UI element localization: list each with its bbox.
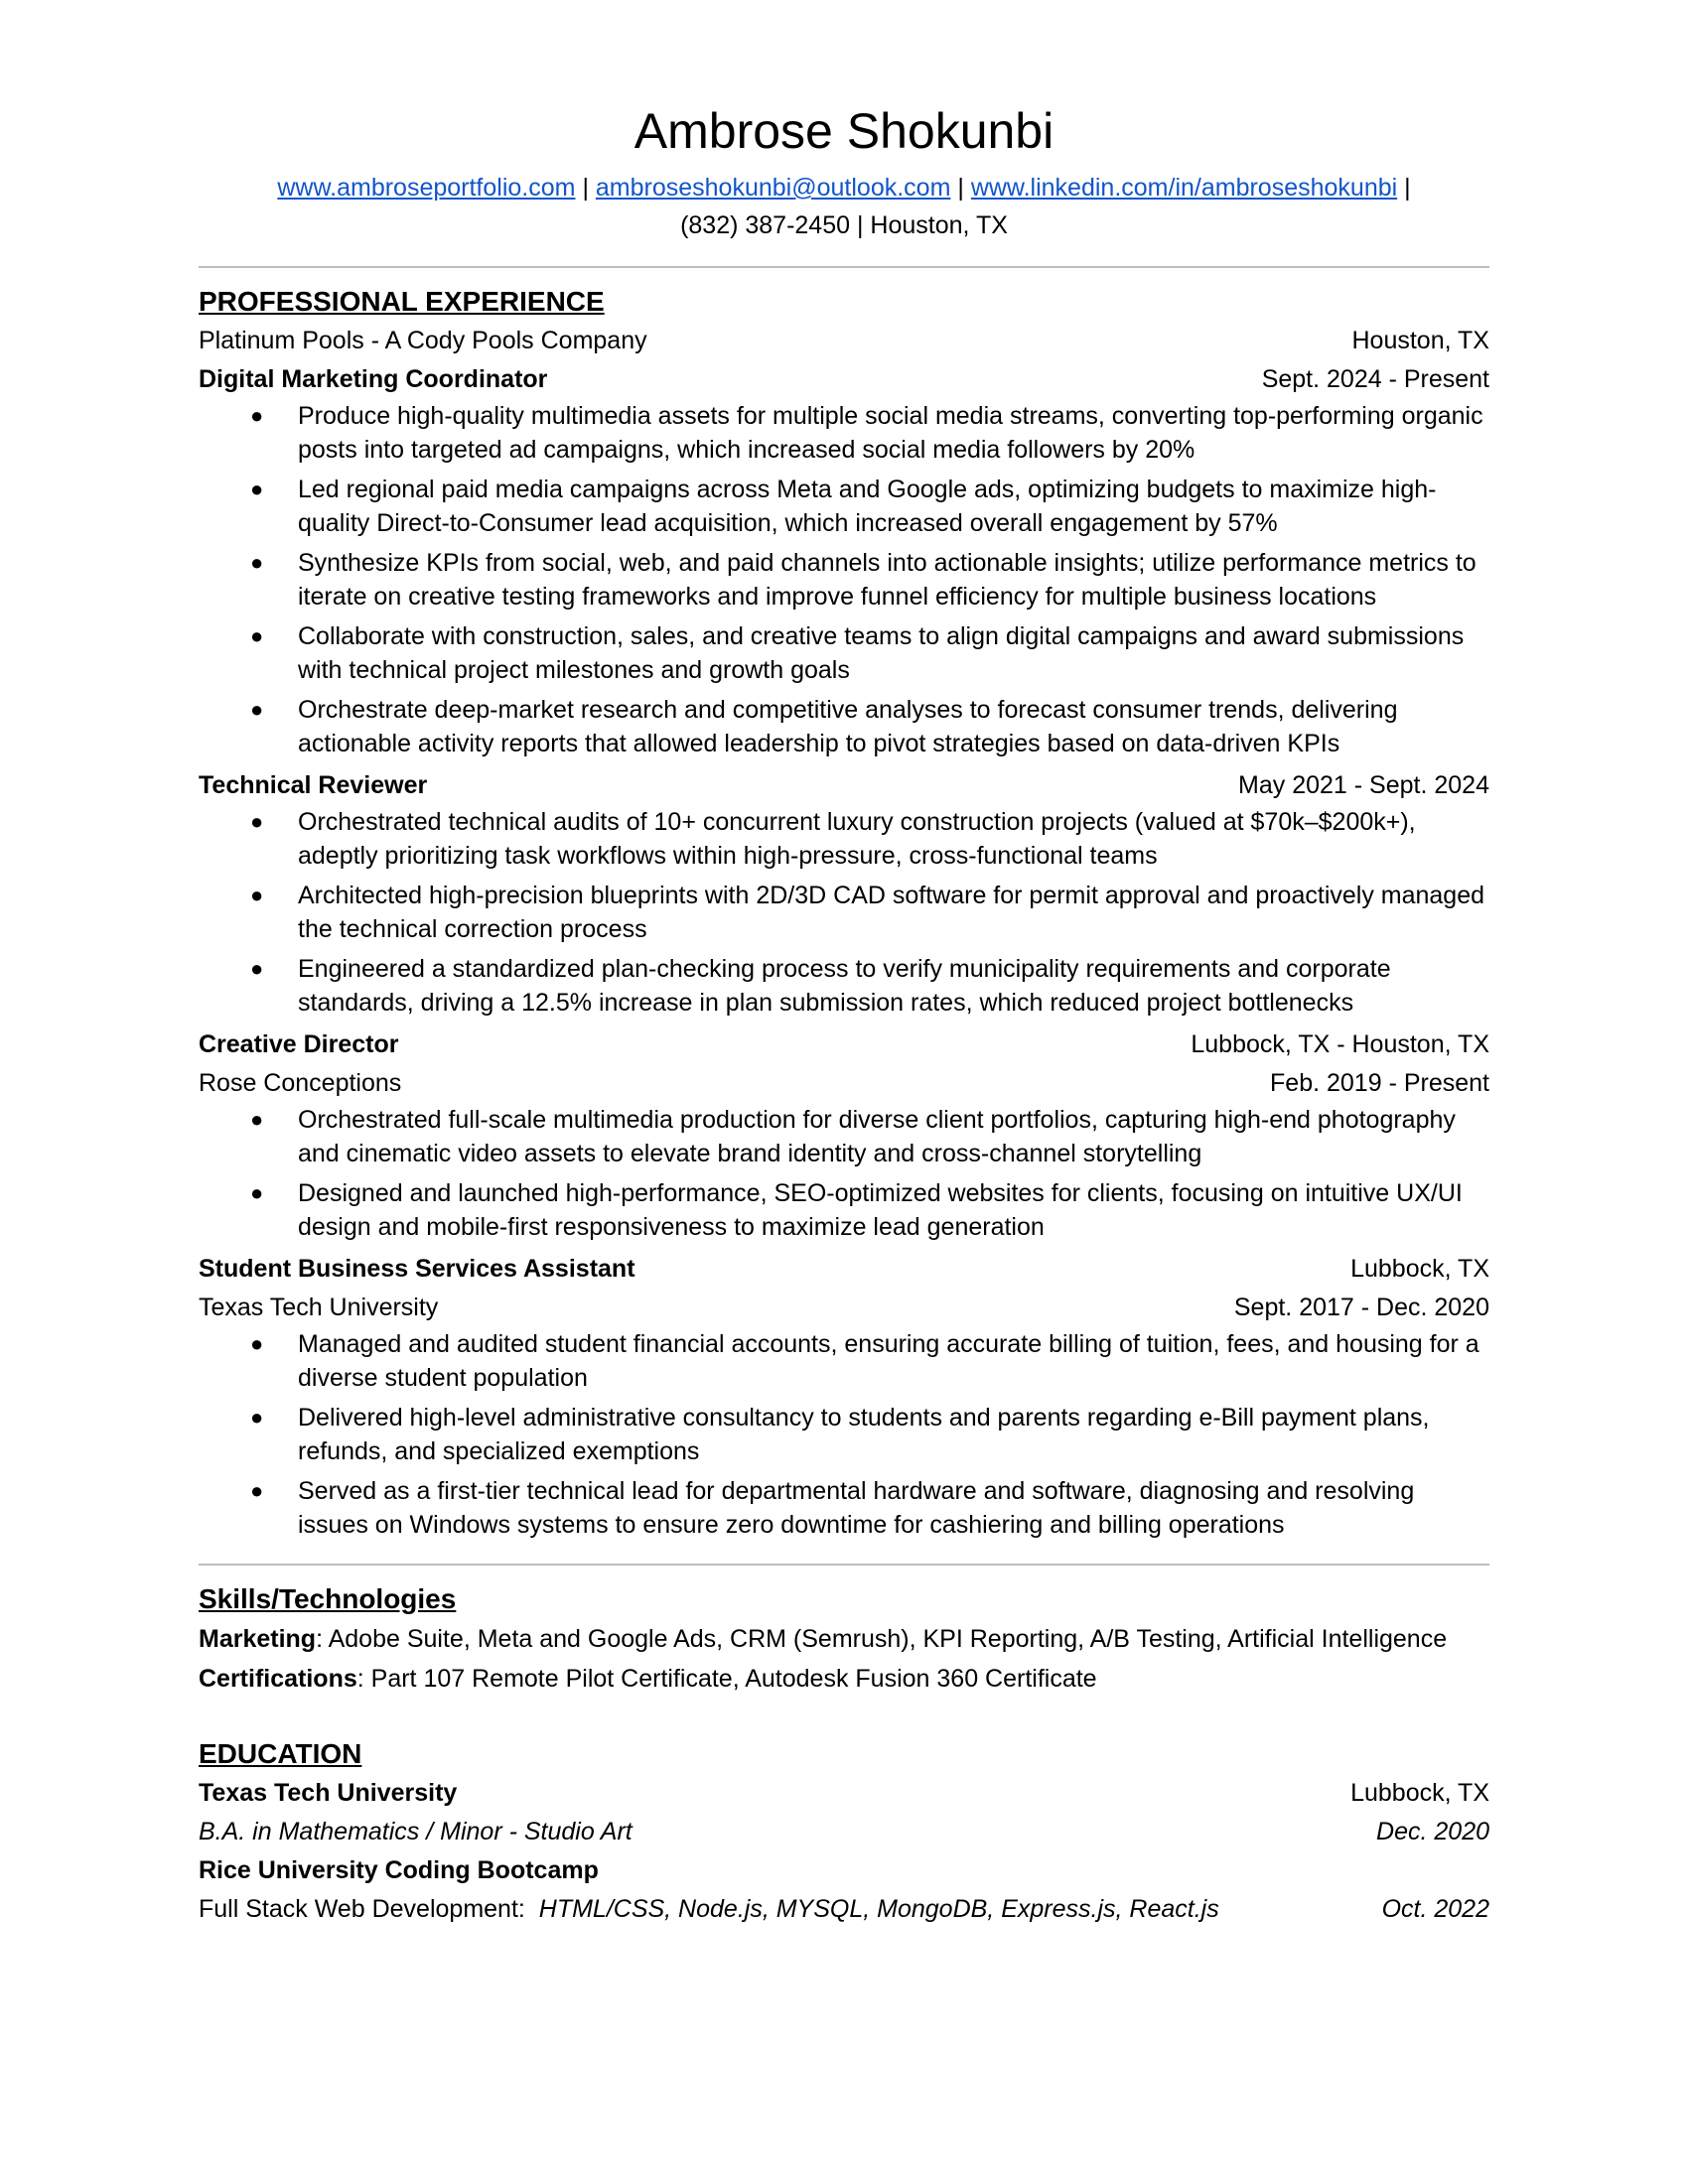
- job-student-business-services: [199, 1250, 1489, 1542]
- bullet-icon: ●: [250, 883, 264, 907]
- skills-label: Certifications: [199, 1665, 357, 1693]
- job-dates: Sept. 2024 - Present: [1261, 365, 1489, 393]
- bullet-icon: ●: [250, 1331, 264, 1356]
- resume-page: [199, 99, 1489, 1929]
- job-location: Lubbock, TX - Houston, TX: [1191, 1030, 1489, 1058]
- degree-date: Dec. 2020: [1376, 1818, 1489, 1845]
- bullet-icon: ●: [250, 956, 264, 981]
- job-location: Lubbock, TX: [1350, 1255, 1489, 1283]
- job-platinum-pools: [199, 322, 1489, 760]
- email-link[interactable]: ambroseshokunbi@outlook.com: [595, 174, 951, 202]
- bullet-icon: ●: [250, 1180, 264, 1205]
- bullet-item: ● Orchestrated full-scale multimedia production for diverse client portfolios, capturing high-end photography and cinematic video assets to elevate brand identity and cross-channel storytelling: [199, 1103, 1489, 1170]
- experience-heading: PROFESSIONAL EXPERIENCE: [199, 286, 605, 317]
- bullet-icon: ●: [250, 809, 264, 834]
- separator: |: [582, 174, 589, 202]
- skills-value: : Part 107 Remote Pilot Certificate, Autodesk Fusion 360 Certificate: [356, 1665, 1097, 1693]
- job-creative-director: [199, 1025, 1489, 1244]
- experience-section: [199, 282, 1489, 1542]
- bullet-icon: ●: [250, 403, 264, 428]
- bullet-item: ● Designed and launched high-performance, SEO-optimized websites for clients, focusing on intuitive UX/UI design and mobile-first responsiveness to maximize lead generation: [199, 1176, 1489, 1244]
- bullet-icon: ●: [250, 1405, 264, 1430]
- job-bullets: [199, 399, 1489, 760]
- job-bullets: [199, 1103, 1489, 1244]
- bullet-item: ● Architected high-precision blueprints with 2D/3D CAD software for permit approval and proactively managed the technical correction process: [199, 879, 1489, 946]
- bullet-icon: ●: [250, 1107, 264, 1132]
- company-name: Texas Tech University: [199, 1294, 439, 1321]
- job-location: Houston, TX: [1351, 327, 1489, 354]
- job-dates: Sept. 2017 - Dec. 2020: [1233, 1294, 1489, 1321]
- skills-value: : Adobe Suite, Meta and Google Ads, CRM (Semrush), KPI Reporting, A/B Testing, Artificial Intelligence: [316, 1625, 1448, 1653]
- linkedin-link[interactable]: www.linkedin.com/in/ambroseshokunbi: [970, 174, 1398, 202]
- school-name: Rice University Coding Bootcamp: [199, 1856, 599, 1884]
- divider: [199, 1564, 1489, 1566]
- bullet-item: ● Managed and audited student financial accounts, ensuring accurate billing of tuition, fees, and housing for a diverse student population: [199, 1327, 1489, 1395]
- job-title: Digital Marketing Coordinator: [199, 365, 548, 393]
- bullet-icon: ●: [250, 1478, 264, 1503]
- certifications: [199, 1659, 1489, 1699]
- program-label: Full Stack Web Development:: [199, 1895, 525, 1923]
- bullet-item: ● Synthesize KPIs from social, web, and paid channels into actionable insights; utilize performance metrics to iterate on creative testing frameworks and improve funnel efficiency for multiple business locations: [199, 546, 1489, 614]
- bullet-icon: ●: [250, 623, 264, 648]
- job-technical-reviewer: [199, 766, 1489, 1020]
- bullet-icon: ●: [250, 550, 264, 575]
- job-bullets: [199, 1327, 1489, 1542]
- bullet-item: ● Led regional paid media campaigns across Meta and Google ads, optimizing budgets to maximize high-quality Direct-to-Consumer lead acquisition, which increased overall engagement by 57%: [199, 473, 1489, 540]
- portfolio-link[interactable]: www.ambroseportfolio.com: [277, 174, 576, 202]
- bullet-item: ● Produce high-quality multimedia assets for multiple social media streams, converting top-performing organic posts into targeted ad campaigns, which increased social media followers by 20%: [199, 399, 1489, 467]
- bullet-item: ● Engineered a standardized plan-checking process to verify municipality requirements and corporate standards, driving a 12.5% increase in plan submission rates, which reduced project bottlenecks: [199, 952, 1489, 1020]
- company-name: Platinum Pools - A Cody Pools Company: [199, 327, 647, 354]
- program-tech: HTML/CSS, Node.js, MYSQL, MongoDB, Express.js, React.js: [538, 1895, 1219, 1923]
- job-dates: Feb. 2019 - Present: [1270, 1069, 1489, 1097]
- bullet-item: ● Served as a first-tier technical lead for departmental hardware and software, diagnosing and resolving issues on Windows systems to ensure zero downtime for cashiering and billing operations: [199, 1474, 1489, 1542]
- divider: [199, 266, 1489, 268]
- job-bullets: [199, 805, 1489, 1020]
- bullet-icon: ●: [250, 477, 264, 501]
- separator: |: [1404, 174, 1411, 202]
- school-location: Lubbock, TX: [1350, 1779, 1489, 1807]
- candidate-name: Ambrose Shokunbi: [633, 103, 1055, 159]
- degree: B.A. in Mathematics / Minor - Studio Art: [199, 1818, 633, 1845]
- skills-heading: Skills/Technologies: [199, 1583, 457, 1614]
- education-section: [199, 1734, 1489, 1929]
- contact-info: [199, 169, 1489, 244]
- job-title: Technical Reviewer: [199, 771, 428, 799]
- bullet-item: ● Orchestrate deep-market research and competitive analyses to forecast consumer trends, delivering actionable activity reports that allowed leadership to pivot strategies based on data-driven KPIs: [199, 693, 1489, 760]
- company-name: Rose Conceptions: [199, 1069, 402, 1097]
- skills-section: [199, 1579, 1489, 1699]
- job-dates: May 2021 - Sept. 2024: [1238, 771, 1489, 799]
- phone-location: (832) 387-2450 | Houston, TX: [680, 211, 1008, 239]
- marketing-skills: [199, 1619, 1489, 1659]
- bullet-item: ● Delivered high-level administrative consultancy to students and parents regarding e-Bill payment plans, refunds, and specialized exemptions: [199, 1401, 1489, 1468]
- program: [199, 1890, 1219, 1929]
- school-name: Texas Tech University: [199, 1779, 458, 1807]
- skills-label: Marketing: [199, 1625, 317, 1653]
- program-date: Oct. 2022: [1381, 1895, 1489, 1923]
- education-heading: EDUCATION: [199, 1738, 362, 1769]
- bullet-item: ● Orchestrated technical audits of 10+ concurrent luxury construction projects (valued at $70k–$200k+), adeptly prioritizing task workflows within high-pressure, cross-functional teams: [199, 805, 1489, 873]
- bullet-icon: ●: [250, 697, 264, 722]
- job-title: Creative Director: [199, 1030, 399, 1058]
- bullet-item: ● Collaborate with construction, sales, and creative teams to align digital campaigns and award submissions with technical project milestones and growth goals: [199, 619, 1489, 687]
- separator: |: [957, 174, 964, 202]
- contact-line-1: [199, 169, 1489, 206]
- job-title: Student Business Services Assistant: [199, 1255, 635, 1283]
